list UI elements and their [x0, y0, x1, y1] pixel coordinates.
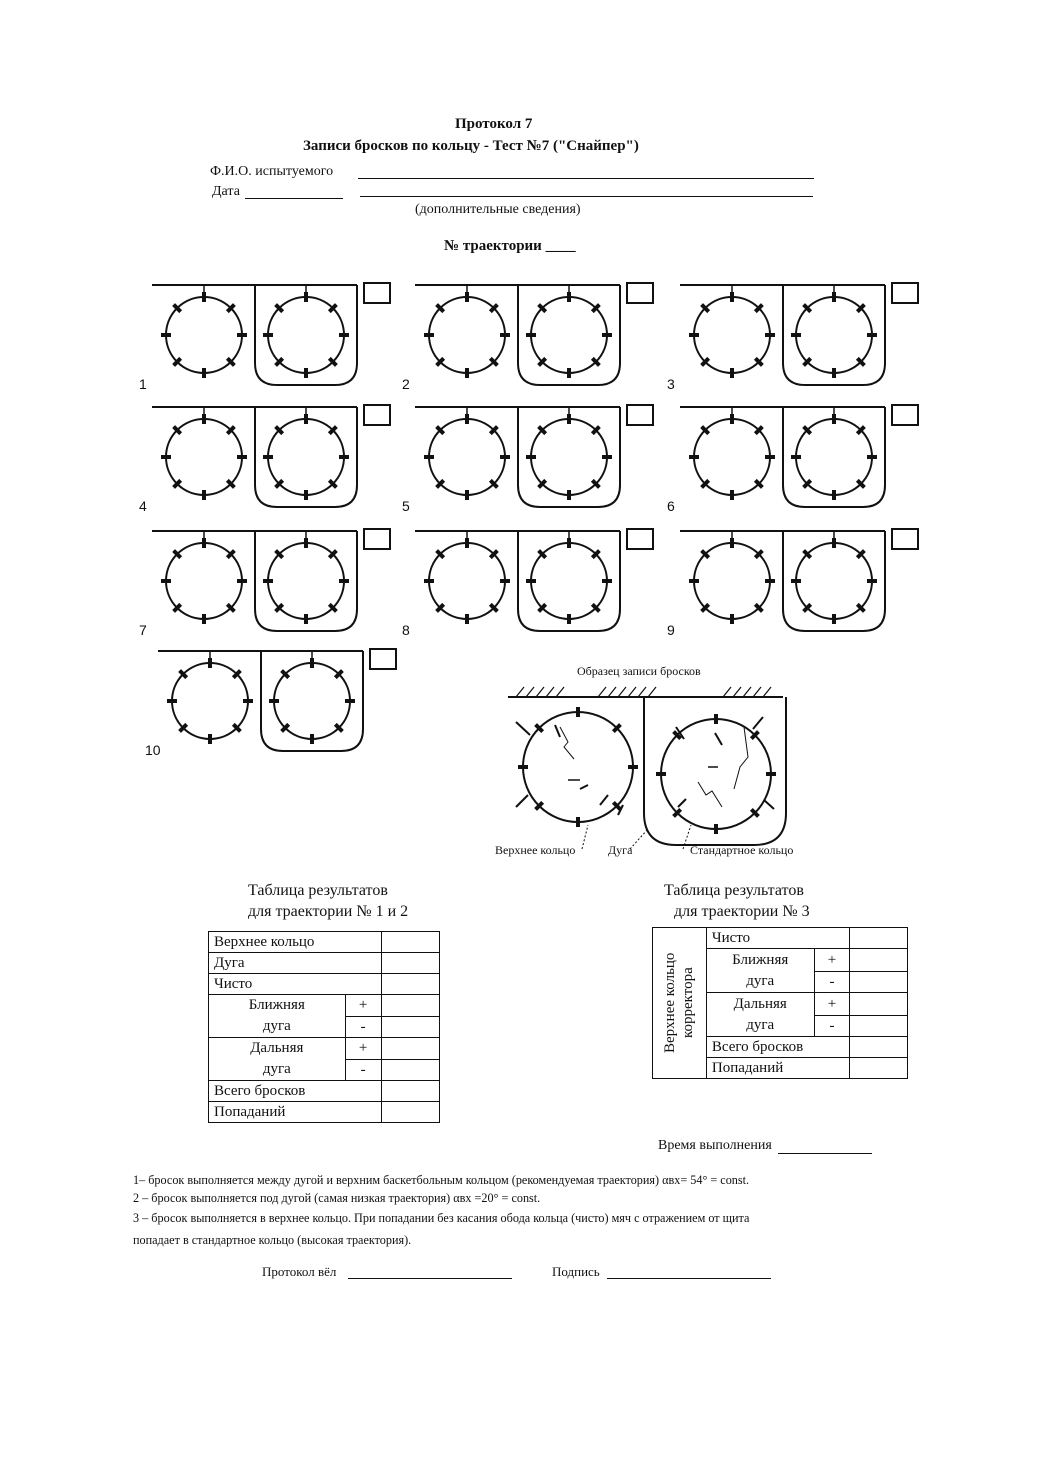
ring-marker — [526, 455, 536, 459]
value-cell[interactable] — [381, 1102, 439, 1123]
note-1: 1– бросок выполняется между дугой и верхним баскетбольным кольцом (рекомендуемая траектория) αвх= 54° = const. — [133, 1173, 750, 1187]
minus-label: - — [814, 1015, 850, 1037]
diagram-number-3: 3 — [667, 376, 675, 392]
ring-marker — [526, 579, 536, 583]
hatch — [638, 687, 646, 697]
minus-label: - — [814, 971, 850, 993]
ring-marker — [689, 455, 699, 459]
ring-marker — [526, 333, 536, 337]
ring-marker — [714, 824, 718, 834]
ring-unit-3 — [667, 283, 918, 392]
ricochet-line — [698, 782, 722, 807]
throw-arrow — [678, 799, 686, 807]
ring-marker — [791, 333, 801, 337]
ring-marker — [304, 414, 308, 424]
ring-marker — [518, 765, 528, 769]
value-cell[interactable] — [850, 993, 908, 1016]
table1-caption-line2: для траектории № 1 и 2 — [248, 903, 409, 920]
value-cell[interactable] — [850, 1037, 908, 1058]
ring-marker — [202, 414, 206, 424]
ring-unit-2 — [402, 283, 653, 392]
throw-arrow — [764, 800, 774, 809]
throw-arrow — [555, 725, 560, 737]
ring-marker — [567, 414, 571, 424]
ring-marker — [161, 455, 171, 459]
result-checkbox — [892, 405, 918, 425]
plus-label: + — [345, 1038, 381, 1060]
ring-marker — [714, 714, 718, 724]
hatch — [648, 687, 656, 697]
time-field[interactable] — [778, 1153, 872, 1154]
ring-marker — [602, 579, 612, 583]
value-cell[interactable] — [381, 1059, 439, 1081]
throw-arrow — [580, 785, 588, 789]
ring-marker — [500, 579, 510, 583]
table1-caption — [248, 880, 408, 922]
date-label: Дата — [212, 184, 240, 199]
ring-marker — [500, 333, 510, 337]
ring-marker — [202, 490, 206, 500]
result-checkbox — [364, 529, 390, 549]
ring-marker — [424, 455, 434, 459]
ring-unit-9 — [667, 529, 918, 638]
ricochet-line — [734, 727, 748, 789]
ring-marker — [465, 368, 469, 378]
value-cell[interactable] — [381, 953, 439, 974]
result-checkbox — [364, 405, 390, 425]
results-table-2 — [652, 927, 908, 1079]
row-label: Дуга — [209, 953, 382, 974]
ring-marker — [304, 368, 308, 378]
table-row — [209, 953, 440, 974]
ring-marker — [339, 333, 349, 337]
ring-marker — [765, 455, 775, 459]
table-row — [209, 974, 440, 995]
ring-unit-10 — [145, 649, 396, 758]
ring-unit-4 — [139, 405, 390, 514]
ring-marker — [237, 455, 247, 459]
ring-marker — [832, 538, 836, 548]
ring-unit-7 — [139, 529, 390, 638]
row-label: Всего бросков — [706, 1037, 850, 1058]
ring-marker — [730, 414, 734, 424]
ring-marker — [602, 455, 612, 459]
ring-marker — [237, 333, 247, 337]
ring-marker — [202, 368, 206, 378]
ring-marker — [867, 455, 877, 459]
hatch — [598, 687, 606, 697]
result-checkbox — [627, 283, 653, 303]
diagram-number-10: 10 — [145, 742, 161, 758]
row-label: Верхнее кольцо — [209, 932, 382, 953]
ring-marker — [202, 614, 206, 624]
ring-marker — [867, 333, 877, 337]
sample-label-upper-ring: Верхнее кольцо — [495, 843, 576, 857]
ring-marker — [167, 699, 177, 703]
value-cell[interactable] — [381, 995, 439, 1017]
ring-marker — [161, 333, 171, 337]
ring-marker — [465, 292, 469, 302]
ring-unit-5 — [402, 405, 653, 514]
diagram-number-6: 6 — [667, 498, 675, 514]
row-label: Ближняя дуга — [209, 995, 346, 1038]
value-cell[interactable] — [850, 949, 908, 972]
ring-marker — [263, 333, 273, 337]
hatch — [763, 687, 771, 697]
plus-label: + — [814, 949, 850, 972]
ring-unit-8 — [402, 529, 653, 638]
ring-marker — [656, 772, 666, 776]
ring-marker — [465, 614, 469, 624]
ring-marker — [310, 734, 314, 744]
ring-marker — [202, 292, 206, 302]
table-row — [209, 995, 440, 1017]
result-checkbox — [627, 529, 653, 549]
hatch — [546, 687, 554, 697]
hatch — [628, 687, 636, 697]
results-table-1 — [208, 931, 440, 1123]
ring-marker — [832, 414, 836, 424]
ring-marker — [832, 614, 836, 624]
ring-marker — [567, 538, 571, 548]
value-cell[interactable] — [850, 1058, 908, 1079]
throw-arrow — [516, 722, 530, 735]
ring-marker — [730, 490, 734, 500]
ring-marker — [791, 579, 801, 583]
hatch — [723, 687, 731, 697]
ring-marker — [465, 490, 469, 500]
ring-marker — [766, 772, 776, 776]
sample-diagram — [508, 687, 786, 849]
value-cell[interactable] — [850, 928, 908, 949]
note-3a: 3 – бросок выполняется в верхнее кольцо. При попадании без касания обода кольца (чисто) мяч с отражением от щита — [133, 1211, 750, 1225]
ring-marker — [304, 614, 308, 624]
ring-marker — [310, 658, 314, 668]
ring-marker — [208, 734, 212, 744]
hatch — [753, 687, 761, 697]
ricochet-line — [560, 727, 574, 759]
diagram-number-9: 9 — [667, 622, 675, 638]
page-title: Протокол 7 — [455, 116, 533, 132]
row-label: Попаданий — [209, 1102, 382, 1123]
hatch — [733, 687, 741, 697]
ring-marker — [576, 707, 580, 717]
protocol-label: Протокол вёл — [262, 1264, 337, 1279]
diagram-number-8: 8 — [402, 622, 410, 638]
ring-marker — [791, 455, 801, 459]
ring-marker — [424, 579, 434, 583]
extra-info-label: (дополнительные сведения) — [415, 202, 581, 217]
ring-marker — [304, 490, 308, 500]
ring-marker — [689, 333, 699, 337]
ring-marker — [567, 368, 571, 378]
note-3b: попадает в стандартное кольцо (высокая траектория). — [133, 1233, 412, 1247]
minus-label: - — [345, 1059, 381, 1081]
side-label: Верхнее кольцо корректора — [653, 928, 707, 1079]
ring-marker — [567, 292, 571, 302]
notes — [133, 1171, 749, 1249]
value-cell[interactable] — [381, 932, 439, 953]
ring-marker — [269, 699, 279, 703]
throw-arrow — [715, 733, 722, 745]
table-row — [209, 1102, 440, 1123]
value-cell[interactable] — [381, 1016, 439, 1038]
hatch — [556, 687, 564, 697]
row-label: Дальняя дуга — [706, 993, 814, 1037]
row-label: Всего бросков — [209, 1081, 382, 1102]
ring-unit-1 — [139, 283, 390, 392]
sample-label-standard-ring: Стандартное кольцо — [690, 843, 794, 857]
ring-marker — [263, 455, 273, 459]
ring-marker — [161, 579, 171, 583]
ring-marker — [243, 699, 253, 703]
ring-marker — [832, 490, 836, 500]
ring-marker — [339, 579, 349, 583]
ring-marker — [867, 579, 877, 583]
table-row — [653, 928, 908, 949]
sample-label-arc: Дуга — [608, 843, 633, 857]
ring-marker — [339, 455, 349, 459]
table-row — [209, 1038, 440, 1060]
ring-marker — [465, 414, 469, 424]
ring-marker — [237, 579, 247, 583]
ring-marker — [345, 699, 355, 703]
note-2: 2 – бросок выполняется под дугой (самая низкая траектория) αвх =20° = const. — [133, 1191, 541, 1205]
row-label: Чисто — [706, 928, 850, 949]
ring-marker — [304, 292, 308, 302]
ring-marker — [730, 614, 734, 624]
signature-field[interactable] — [607, 1278, 771, 1279]
result-checkbox — [892, 529, 918, 549]
table1-caption-line1: Таблица результатов — [248, 882, 388, 899]
label-pointer — [582, 825, 588, 849]
plus-label: + — [814, 993, 850, 1016]
row-label: Попаданий — [706, 1058, 850, 1079]
trajectory-number-label: № траектории ____ — [444, 238, 576, 254]
ring-marker — [765, 333, 775, 337]
hatch — [743, 687, 751, 697]
value-cell[interactable] — [381, 1081, 439, 1102]
result-checkbox — [892, 283, 918, 303]
ring-marker — [263, 579, 273, 583]
plus-label: + — [345, 995, 381, 1017]
ring-marker — [730, 368, 734, 378]
ring-marker — [730, 538, 734, 548]
sample-title: Образец записи бросков — [577, 664, 701, 678]
name-label: Ф.И.О. испытуемого — [210, 164, 334, 179]
value-cell[interactable] — [381, 1038, 439, 1060]
value-cell[interactable] — [381, 974, 439, 995]
ring-marker — [689, 579, 699, 583]
diagram-number-1: 1 — [139, 376, 147, 392]
ring-unit-6 — [667, 405, 918, 514]
ring-marker — [465, 538, 469, 548]
ring-marker — [424, 333, 434, 337]
page-subtitle: Записи бросков по кольцу - Тест №7 ("Снайпер") — [303, 138, 639, 154]
ring-marker — [730, 292, 734, 302]
ring-marker — [500, 455, 510, 459]
hatch — [608, 687, 616, 697]
hatch — [516, 687, 524, 697]
ring-marker — [567, 490, 571, 500]
ring-marker — [832, 292, 836, 302]
hatch — [536, 687, 544, 697]
diagram-number-4: 4 — [139, 498, 147, 514]
ring-marker — [304, 538, 308, 548]
throw-arrow — [600, 795, 608, 805]
result-checkbox — [627, 405, 653, 425]
ring-marker — [832, 368, 836, 378]
table2-caption — [664, 880, 810, 922]
hatch — [526, 687, 534, 697]
value-cell[interactable] — [850, 971, 908, 993]
result-checkbox — [364, 283, 390, 303]
table-row — [209, 932, 440, 953]
signature-label: Подпись — [552, 1264, 600, 1279]
value-cell[interactable] — [850, 1015, 908, 1037]
diagram-number-5: 5 — [402, 498, 410, 514]
minus-label: - — [345, 1016, 381, 1038]
ring-marker — [602, 333, 612, 337]
result-checkbox — [370, 649, 396, 669]
row-label: Чисто — [209, 974, 382, 995]
ring-marker — [208, 658, 212, 668]
time-label: Время выполнения — [658, 1138, 772, 1153]
table2-caption-line2: для траектории № 3 — [674, 903, 810, 920]
diagram-number-7: 7 — [139, 622, 147, 638]
ring-marker — [576, 817, 580, 827]
protocol-field[interactable] — [348, 1278, 512, 1279]
label-pointer — [630, 829, 648, 849]
throw-arrow — [753, 717, 763, 729]
diagram-number-2: 2 — [402, 376, 410, 392]
ring-marker — [202, 538, 206, 548]
row-label: Дальняя дуга — [209, 1038, 346, 1081]
table2-caption-line1: Таблица результатов — [664, 882, 804, 899]
ring-marker — [567, 614, 571, 624]
row-label: Ближняя дуга — [706, 949, 814, 993]
ring-marker — [765, 579, 775, 583]
hatch — [618, 687, 626, 697]
throw-arrow — [516, 795, 528, 807]
ring-marker — [628, 765, 638, 769]
table-row — [209, 1081, 440, 1102]
